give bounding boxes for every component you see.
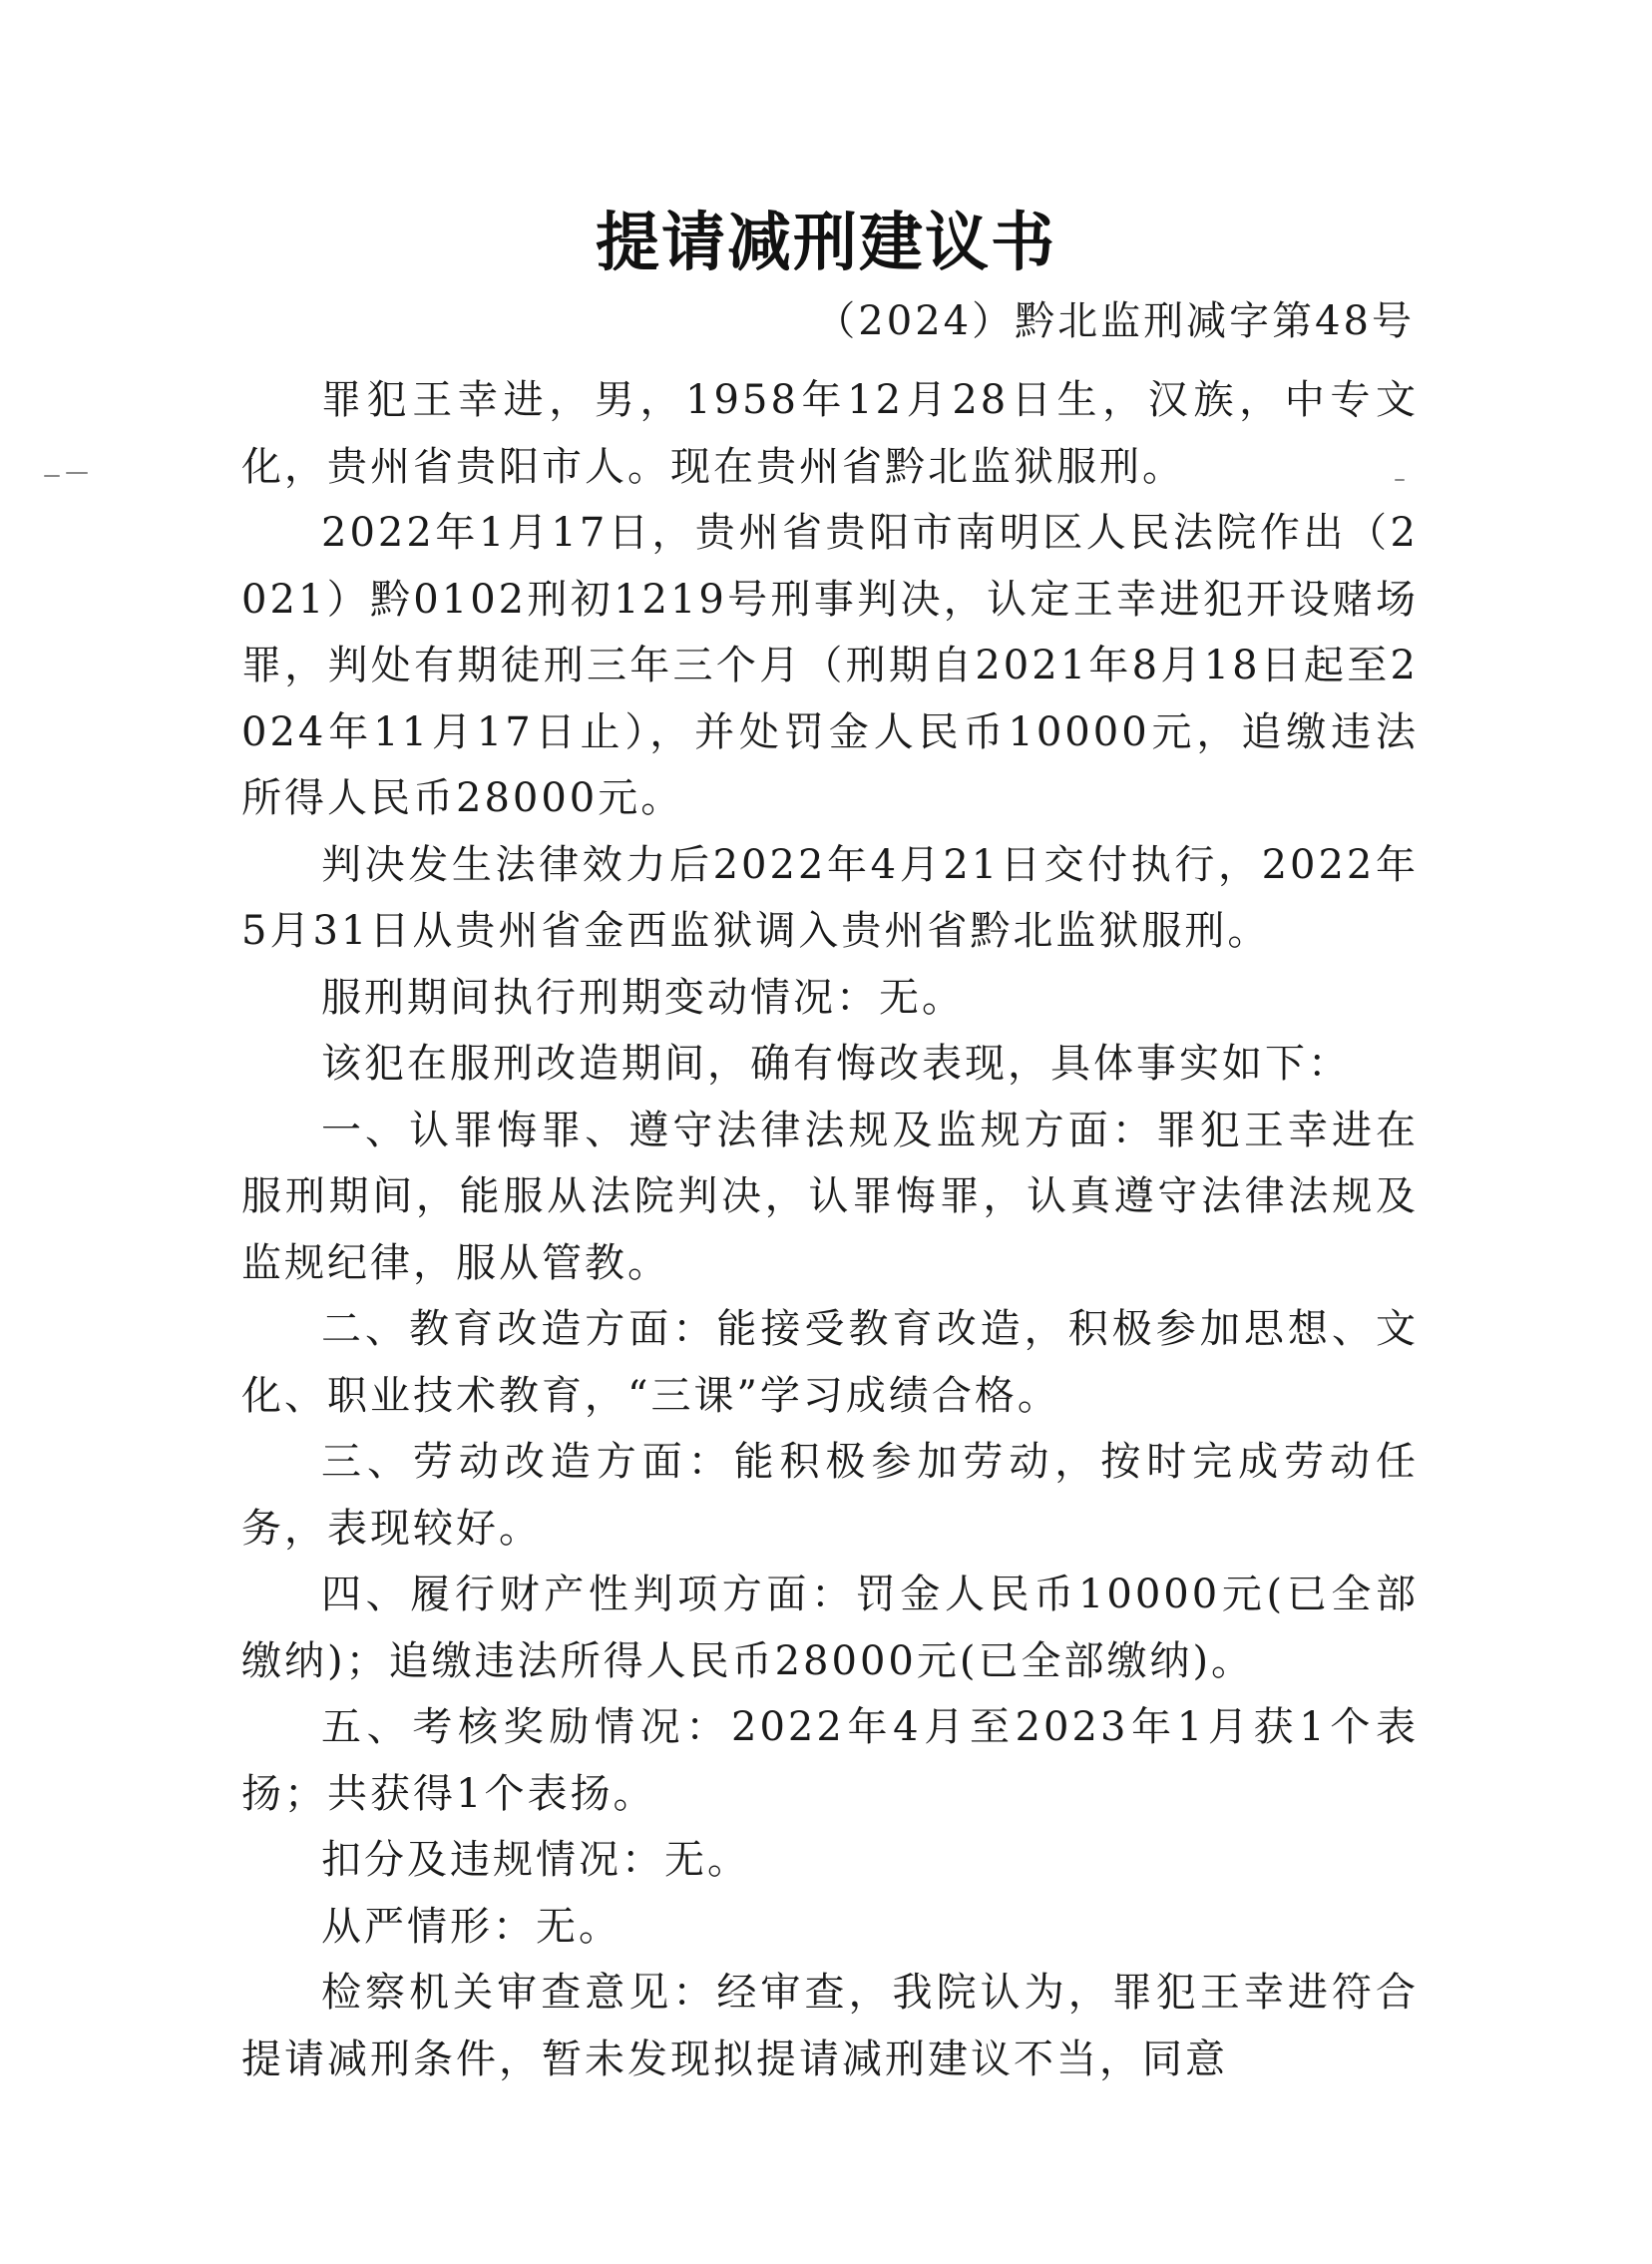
paragraph-judgment: 2022年1月17日，贵州省贵阳市南明区人民法院作出（2021）黔0102刑初1219号刑事判决，认定王幸进犯开设赌场罪，判处有期徒刑三年三个月（刑期自2021年8月18日起至2024年11月17日止），并处罚金人民币10000元，追缴违法所得人民币28000元。: [241, 510, 1419, 821]
paragraph-sentence-change: 服刑期间执行刑期变动情况：无。: [321, 974, 965, 1021]
paragraph-law-compliance: 一、认罪悔罪、遵守法律法规及监规方面：罪犯王幸进在服刑期间，能服从法院判决，认罪悔罪，认真遵守法律法规及监规纪律，服从管教。: [241, 1107, 1419, 1286]
scan-speck: [44, 475, 60, 477]
document-body: [241, 367, 1419, 2092]
paragraph-repentance-intro: 该犯在服刑改造期间，确有悔改表现，具体事实如下：: [321, 1041, 1351, 1087]
paragraph-property: 四、履行财产性判项方面：罚金人民币10000元(已全部缴纳)；追缴违法所得人民币28000元(已全部缴纳)。: [241, 1572, 1419, 1684]
paragraph-education: 二、教育改造方面：能接受教育改造，积极参加思想、文化、职业技术教育，“三课”学习成绩合格。: [241, 1306, 1419, 1419]
paragraph-deductions: 扣分及违规情况：无。: [321, 1837, 750, 1883]
paragraph-rewards: 五、考核奖励情况：2022年4月至2023年1月获1个表扬；共获得1个表扬。: [241, 1704, 1419, 1817]
paragraph-labor: 三、劳动改造方面：能积极参加劳动，按时完成劳动任务，表现较好。: [241, 1439, 1419, 1552]
paragraph-procuratorate-opinion: 检察机关审查意见：经审查，我院认为，罪犯王幸进符合提请减刑条件，暂未发现拟提请减刑建议不当，同意: [241, 1970, 1419, 2082]
paragraph-execution: 判决发生法律效力后2022年4月21日交付执行，2022年5月31日从贵州省金西监狱调入贵州省黔北监狱服刑。: [241, 841, 1419, 954]
document-number: （2024）黔北监刑减字第48号: [815, 298, 1415, 344]
paragraph-strict-cases: 从严情形：无。: [321, 1903, 621, 1950]
scan-speck: [66, 472, 88, 474]
document-title: 提请减刑建议书: [596, 206, 1056, 280]
paragraph-offender-info: 罪犯王幸进，男，1958年12月28日生，汉族，中专文化，贵州省贵阳市人。现在贵州省黔北监狱服刑。: [241, 377, 1419, 490]
